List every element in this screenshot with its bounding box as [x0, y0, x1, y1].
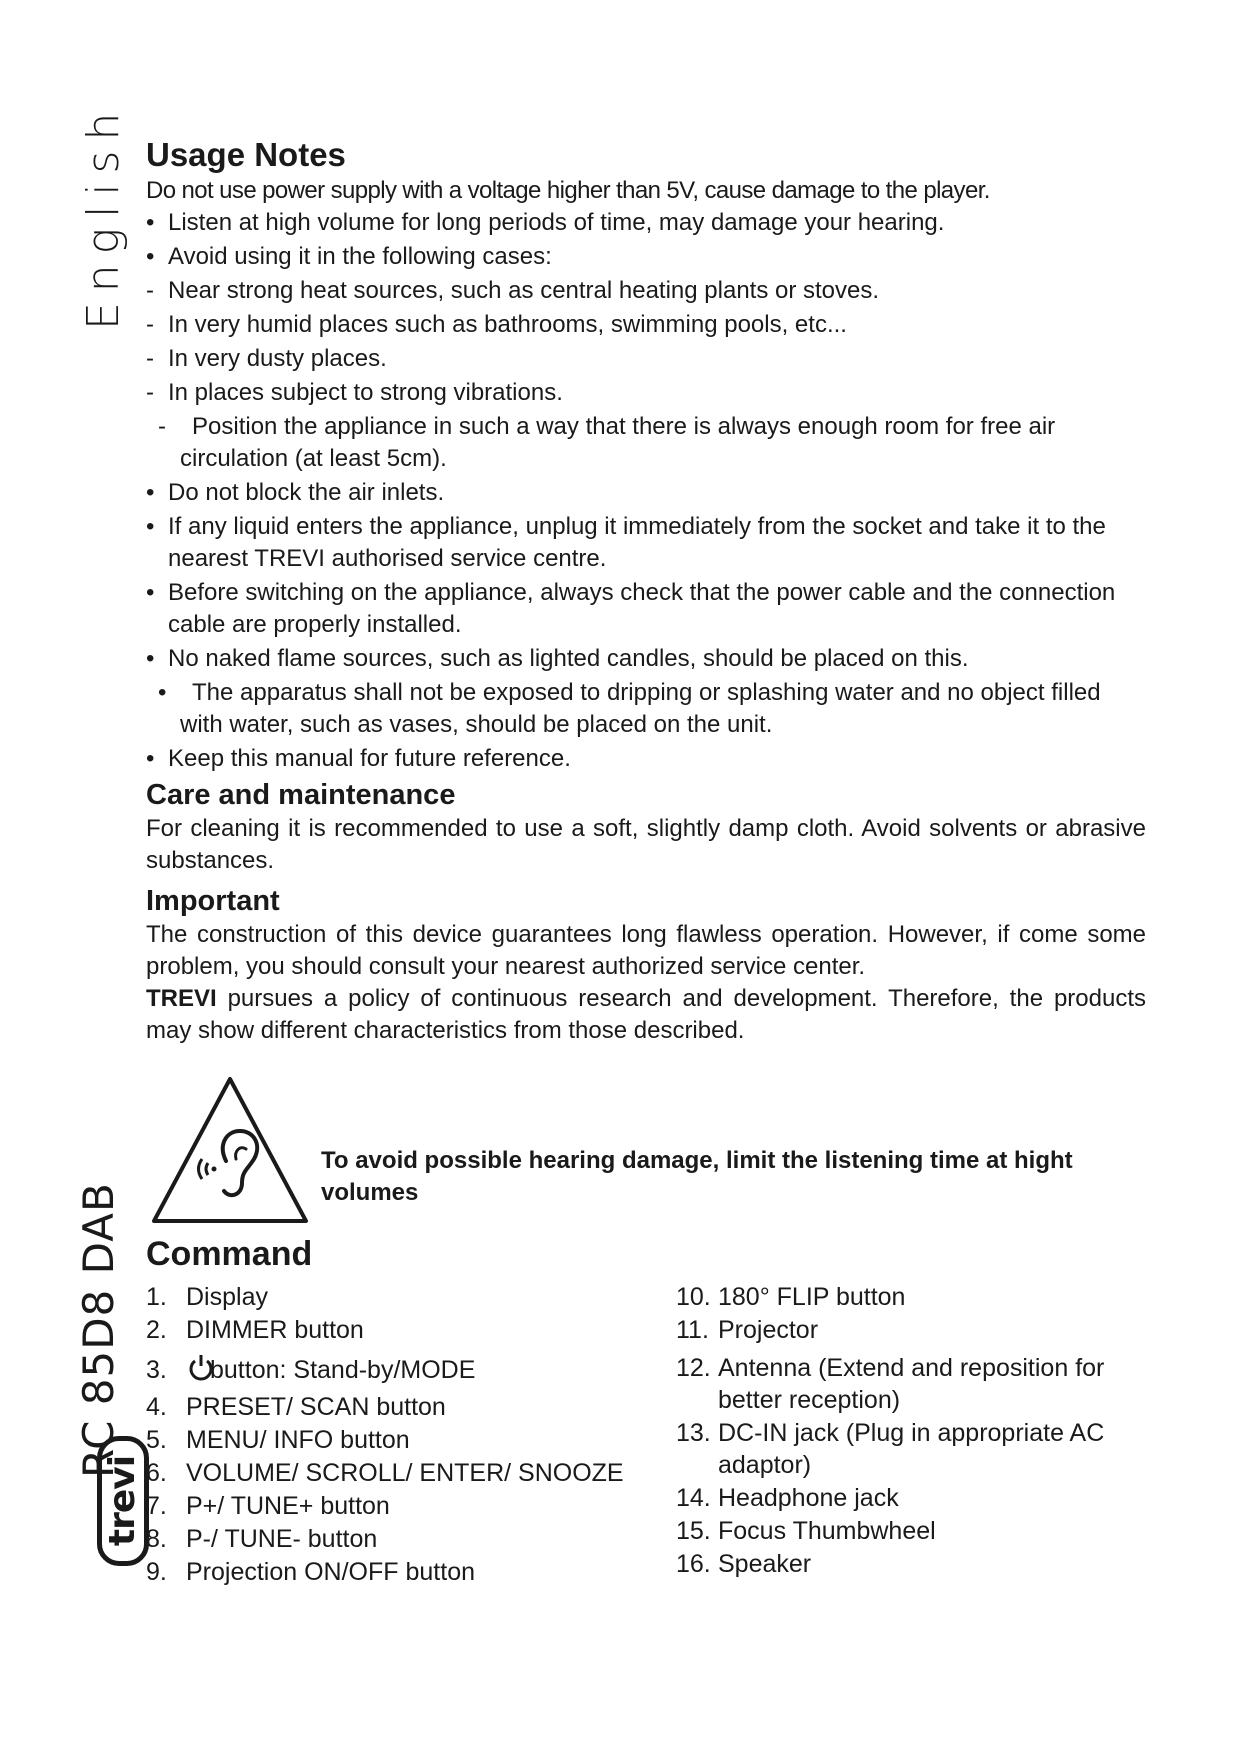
care-text: For cleaning it is recommended to use a soft, slightly damp cloth. Avoid solvents or abrasive substances. — [146, 815, 1146, 874]
list-item: 1. Display — [146, 1283, 268, 1311]
list-item: • Listen at high volume for long periods of time, may damage your hearing. — [146, 209, 945, 236]
list-item: 9. Projection ON/OFF button — [146, 1558, 476, 1586]
warning-text: To avoid possible hearing damage, limit the listening time at hight volumes — [321, 1147, 1073, 1206]
list-item: - In places subject to strong vibrations. — [146, 379, 563, 406]
list-item: • The apparatus shall not be exposed to dripping or splashing water and no object filled with water, such as vases, should be placed on the unit. — [158, 679, 1101, 738]
list-item: 5. MENU/ INFO button — [146, 1426, 410, 1454]
list-item: • Keep this manual for future reference. — [146, 745, 571, 772]
command-list-right — [676, 1281, 1146, 1589]
language-label: English — [78, 102, 129, 330]
list-item: 12. Antenna (Extend and reposition for better reception) — [676, 1354, 1105, 1414]
list-item: 14. Headphone jack — [676, 1484, 899, 1512]
list-item: - Near strong heat sources, such as central heating plants or stoves. — [146, 277, 880, 304]
page-content — [146, 135, 1146, 1589]
list-item: - In very dusty places. — [146, 345, 387, 372]
command-heading: Command — [146, 1235, 313, 1273]
list-item: • Avoid using it in the following cases: — [146, 243, 552, 270]
hearing-warning — [146, 1073, 1146, 1233]
usage-notes-list — [146, 207, 1146, 775]
trevi-logo — [97, 1436, 149, 1566]
command-list — [146, 1281, 1146, 1589]
list-item: • Do not block the air inlets. — [146, 479, 445, 506]
usage-notes-heading: Usage Notes — [146, 136, 346, 173]
list-item: 11. Projector — [676, 1316, 819, 1344]
important-heading: Important — [146, 885, 280, 917]
list-item: 2. DIMMER button — [146, 1316, 364, 1344]
command-list-left — [146, 1281, 676, 1589]
care-heading: Care and maintenance — [146, 779, 456, 811]
list-item: • If any liquid enters the appliance, unplug it immediately from the socket and take it to the nearest TREVI authorised service centre. — [146, 513, 1106, 572]
list-item: 3. button: Stand-by/MODE — [146, 1352, 676, 1390]
list-item: 6. VOLUME/ SCROLL/ ENTER/ SNOOZE — [146, 1459, 624, 1487]
list-item: 16. Speaker — [676, 1550, 812, 1578]
list-item: 10. 180° FLIP button — [676, 1283, 906, 1311]
list-item: 7. P+/ TUNE+ button — [146, 1492, 390, 1520]
list-item: - Position the appliance in such a way that there is always enough room for free air circulation (at least 5cm). — [158, 413, 1056, 472]
list-item: - In very humid places such as bathrooms, swimming pools, etc... — [146, 311, 847, 338]
list-item: 8. P-/ TUNE- button — [146, 1525, 378, 1553]
list-item: 4. PRESET/ SCAN button — [146, 1393, 446, 1421]
list-item: • Before switching on the appliance, always check that the power cable and the connection cable are properly installed. — [146, 579, 1116, 638]
brand-name: TREVI — [146, 985, 217, 1012]
important-text: The construction of this device guarantees long flawless operation. However, if come some problem, you should consult your nearest authorized service center. TREVI pursues a policy of continuous research and development. Therefore, the products may show different characteristics from those described. — [146, 921, 1146, 1044]
hearing-warning-icon — [148, 1073, 313, 1228]
list-item: 13. DC-IN jack (Plug in appropriate AC adaptor) — [676, 1419, 1105, 1479]
list-item: • No naked flame sources, such as lighted candles, should be placed on this. — [146, 645, 969, 672]
list-item: 15. Focus Thumbwheel — [676, 1517, 936, 1545]
logo-text: trevi — [102, 1455, 143, 1547]
model-label: RC 85D8 DAB — [74, 1182, 123, 1478]
usage-intro: Do not use power supply with a voltage higher than 5V, cause damage to the player. — [146, 177, 990, 204]
